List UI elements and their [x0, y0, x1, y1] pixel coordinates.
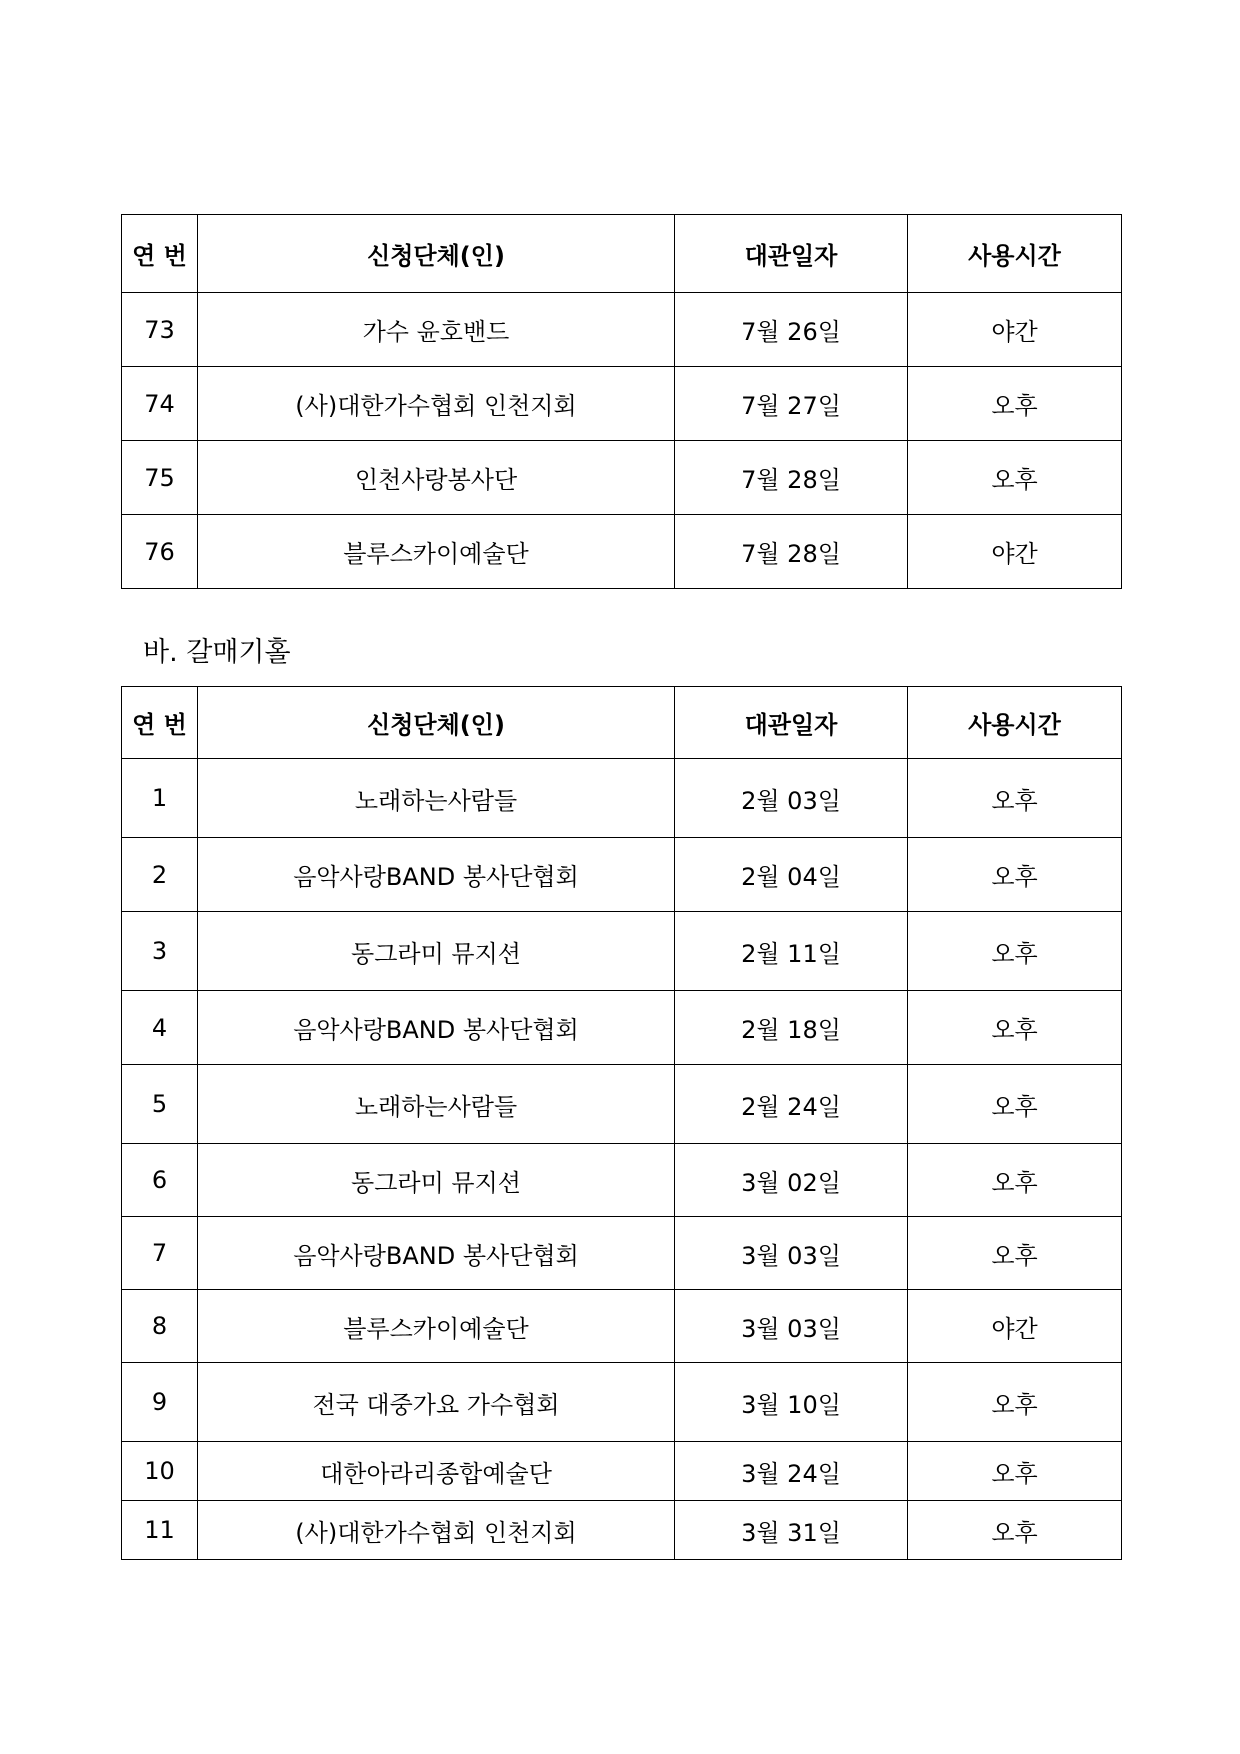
row-applicant: 가수 윤호밴드: [198, 293, 675, 367]
row-date: 3월 03일: [675, 1217, 908, 1290]
row-number: 75: [122, 441, 198, 515]
table-header-row: [122, 687, 1122, 759]
row-applicant: 음악사랑BAND 봉사단협회: [198, 838, 675, 912]
row-number: 4: [122, 991, 198, 1065]
row-applicant: 음악사랑BAND 봉사단협회: [198, 991, 675, 1065]
row-number: 73: [122, 293, 198, 367]
table-row: [122, 991, 1122, 1065]
header-date: 대관일자: [675, 687, 908, 759]
row-date: 2월 11일: [675, 912, 908, 991]
row-time: 야간: [908, 1290, 1122, 1363]
header-number: 연 번: [122, 687, 198, 759]
header-applicant: 신청단체(인): [198, 687, 675, 759]
table-row: [122, 1442, 1122, 1501]
row-date: 3월 10일: [675, 1363, 908, 1442]
row-date: 7월 26일: [675, 293, 908, 367]
table-row: [122, 1290, 1122, 1363]
row-date: 3월 31일: [675, 1501, 908, 1560]
table-row: [122, 441, 1122, 515]
table-row: [122, 515, 1122, 589]
row-number: 8: [122, 1290, 198, 1363]
row-applicant: 전국 대중가요 가수협회: [198, 1363, 675, 1442]
row-time: 오후: [908, 912, 1122, 991]
row-date: 2월 18일: [675, 991, 908, 1065]
row-date: 2월 03일: [675, 759, 908, 838]
table-row: [122, 1501, 1122, 1560]
row-date: 3월 02일: [675, 1144, 908, 1217]
table-row: [122, 1217, 1122, 1290]
header-number: 연 번: [122, 215, 198, 293]
row-applicant: 블루스카이예술단: [198, 515, 675, 589]
table-row: [122, 1363, 1122, 1442]
row-time: 오후: [908, 838, 1122, 912]
table-row: [122, 293, 1122, 367]
row-time: 오후: [908, 1501, 1122, 1560]
row-applicant: 동그라미 뮤지션: [198, 912, 675, 991]
row-applicant: (사)대한가수협회 인천지회: [198, 1501, 675, 1560]
row-time: 오후: [908, 1065, 1122, 1144]
row-date: 2월 24일: [675, 1065, 908, 1144]
row-date: 7월 28일: [675, 515, 908, 589]
header-time: 사용시간: [908, 215, 1122, 293]
row-number: 11: [122, 1501, 198, 1560]
table-row: [122, 838, 1122, 912]
row-number: 6: [122, 1144, 198, 1217]
row-number: 1: [122, 759, 198, 838]
row-time: 오후: [908, 1217, 1122, 1290]
row-number: 9: [122, 1363, 198, 1442]
row-number: 7: [122, 1217, 198, 1290]
row-applicant: 동그라미 뮤지션: [198, 1144, 675, 1217]
row-date: 3월 03일: [675, 1290, 908, 1363]
row-time: 야간: [908, 293, 1122, 367]
row-date: 7월 28일: [675, 441, 908, 515]
table-row: [122, 367, 1122, 441]
table-row: [122, 759, 1122, 838]
row-time: 오후: [908, 367, 1122, 441]
row-time: 오후: [908, 991, 1122, 1065]
table-row: [122, 912, 1122, 991]
row-date: 7월 27일: [675, 367, 908, 441]
header-time: 사용시간: [908, 687, 1122, 759]
row-number: 3: [122, 912, 198, 991]
row-date: 3월 24일: [675, 1442, 908, 1501]
row-time: 오후: [908, 1363, 1122, 1442]
row-number: 5: [122, 1065, 198, 1144]
row-number: 76: [122, 515, 198, 589]
row-applicant: 음악사랑BAND 봉사단협회: [198, 1217, 675, 1290]
table-row: [122, 1065, 1122, 1144]
section-title-galmaegi-hall: 바. 갈매기홀: [143, 637, 291, 668]
header-date: 대관일자: [675, 215, 908, 293]
row-number: 74: [122, 367, 198, 441]
row-applicant: 대한아라리종합예술단: [198, 1442, 675, 1501]
row-number: 2: [122, 838, 198, 912]
row-applicant: 노래하는사람들: [198, 1065, 675, 1144]
row-time: 오후: [908, 1144, 1122, 1217]
table-header-row: [122, 215, 1122, 293]
row-applicant: 블루스카이예술단: [198, 1290, 675, 1363]
header-applicant: 신청단체(인): [198, 215, 675, 293]
row-applicant: 인천사랑봉사단: [198, 441, 675, 515]
rental-table-2: [121, 686, 1122, 1560]
row-time: 오후: [908, 1442, 1122, 1501]
table-row: [122, 1144, 1122, 1217]
row-applicant: 노래하는사람들: [198, 759, 675, 838]
row-time: 야간: [908, 515, 1122, 589]
row-date: 2월 04일: [675, 838, 908, 912]
row-number: 10: [122, 1442, 198, 1501]
row-time: 오후: [908, 441, 1122, 515]
row-applicant: (사)대한가수협회 인천지회: [198, 367, 675, 441]
row-time: 오후: [908, 759, 1122, 838]
rental-table-1: [121, 214, 1122, 589]
